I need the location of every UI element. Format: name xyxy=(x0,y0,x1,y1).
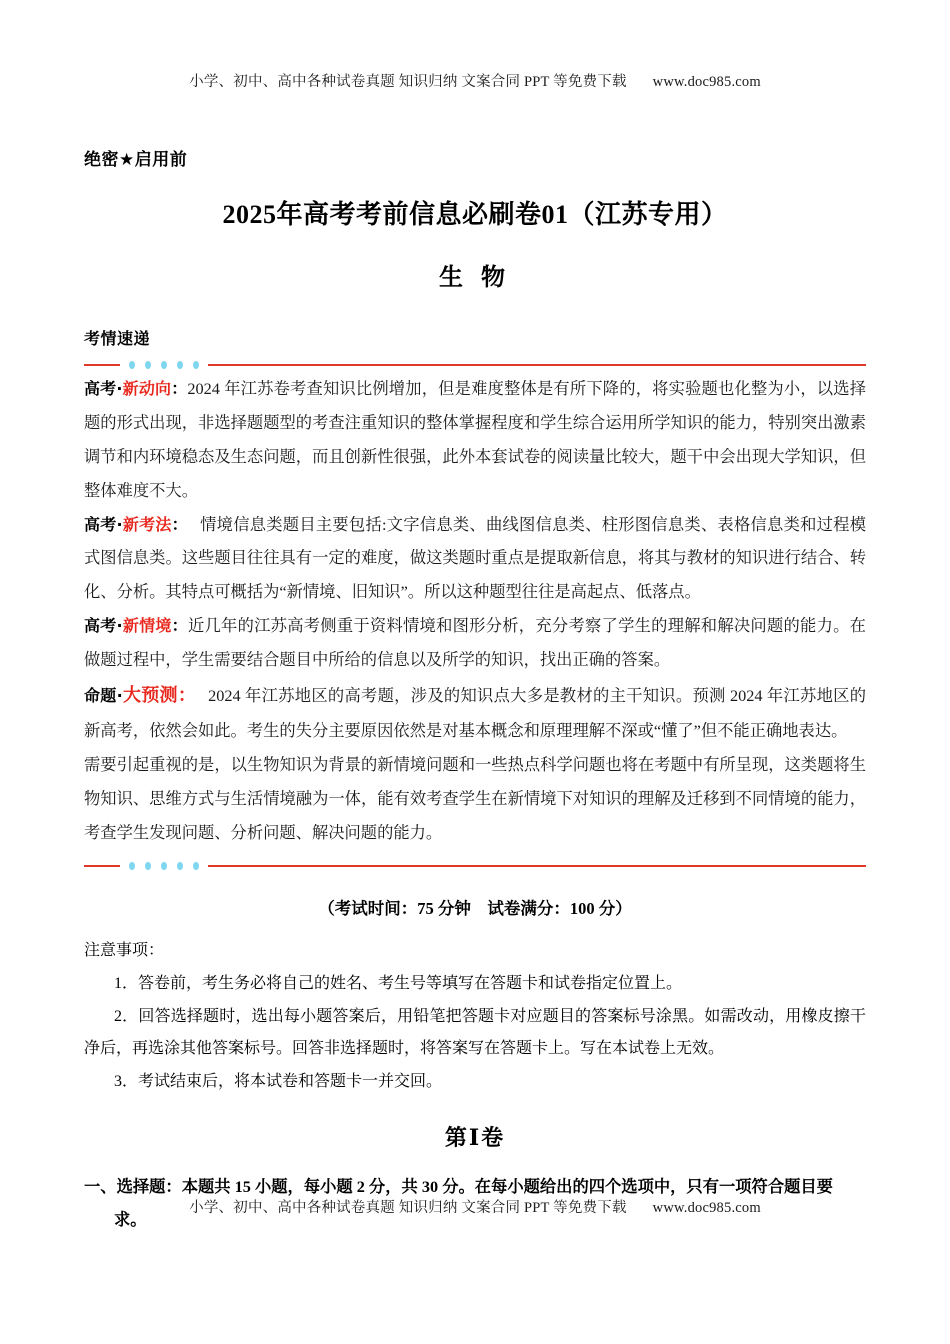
secrecy-notice: 绝密★启用前 xyxy=(84,150,188,170)
info-block-new-trend xyxy=(84,372,866,508)
section-heading: 考情速递 xyxy=(84,329,151,348)
block-label-colon: ： xyxy=(171,616,188,636)
running-header-text: 小学、初中、高中各种试卷真题 知识归纳 文案合同 PPT 等免费下载 xyxy=(189,74,627,90)
block-label-black: 高考· xyxy=(84,514,123,534)
running-footer-url: www.doc985.com xyxy=(652,1200,761,1216)
block-body: 2024 年江苏地区的高考题，涉及的知识点大多是教材的主干知识。预测 2024 年江苏地区的新高考，依然会如此。考生的失分主要原因依然是对基本概念和原理理解不深或“懂了”但不能正确地表达。 xyxy=(84,686,867,741)
question-group-line-1: 一、选择题：本题共 15 小题，每小题 2 分，共 30 分。在每小题给出的四个选项中，只有一项符合题目要 xyxy=(84,1177,833,1196)
divider-dot-icon xyxy=(161,862,167,870)
block-body: 近几年的江苏高考侧重于资料情境和图形分析，充分考察了学生的理解和解决问题的能力。在做题过程中，学生需要结合题目中所给的信息以及所学的知识，找出正确的答案。 xyxy=(84,616,866,670)
divider-dots xyxy=(129,862,199,870)
divider-dot-icon xyxy=(129,361,135,369)
running-header-url: www.doc985.com xyxy=(652,74,761,90)
divider-dot-icon xyxy=(145,361,151,369)
note-item: 2．回答选择题时，选出每小题答案后，用铅笔把答题卡对应题目的答案标号涂黑。如需改动，用橡皮擦干净后，再选涂其他答案标号。回答非选择题时，将答案写在答题卡上。写在本试卷上无效。 xyxy=(84,1007,866,1058)
divider-dots xyxy=(129,361,199,369)
divider-rule-long xyxy=(208,364,866,366)
block-label-colon: ： xyxy=(171,379,188,398)
divider-rule-short xyxy=(84,364,120,366)
running-footer xyxy=(0,1196,950,1217)
info-block-new-method xyxy=(84,508,866,610)
divider-dot-icon xyxy=(129,862,135,870)
divider-rule-long xyxy=(208,865,866,867)
question-group-line-2: 求。 xyxy=(114,1210,147,1230)
divider-dot-icon xyxy=(193,862,199,870)
exam-meta-line: （考试时间：75 分钟 试卷满分：100 分） xyxy=(318,899,632,919)
divider-dot-icon xyxy=(177,361,183,369)
subject-title: 生 物 xyxy=(439,265,511,291)
divider-dot-icon xyxy=(193,361,199,369)
info-block-big-prediction xyxy=(84,677,866,748)
divider-rule-short xyxy=(84,865,120,867)
notes-title: 注意事项： xyxy=(84,942,165,960)
section-juan-heading: 第Ⅰ卷 xyxy=(444,1125,506,1150)
block-body: 2024 年江苏卷考查知识比例增加，但是难度整体是有所下降的，将实验题也化整为小，以选择题的形式出现，非选择题题型的考查注重知识的整体掌握程度和学生综合运用所学知识的能力，特别突出激素调节和内环境稳态及生态问题，而且创新性很强，此外本套试卷的阅读量比较大，题干中会出现大学知识，但整体难度不大。 xyxy=(84,379,866,500)
block-label-red: 新考法 xyxy=(122,514,172,534)
block-label-red: 大预测： xyxy=(122,685,197,707)
decorative-divider-top xyxy=(84,358,866,372)
block-body: 情境信息类题目主要包括:文字信息类、曲线图信息类、柱形图信息类、表格信息类和过程模式图信息类。这些题目往往具有一定的难度，做这类题时重点是提取新信息，将其与教材的知识进行结合、转化、分析。其特点可概括为“新情境、旧知识”。所以这种题型往往是高起点、低落点。 xyxy=(84,514,866,602)
divider-dot-icon xyxy=(177,862,183,870)
note-item: 1．答卷前，考生务必将自己的姓名、考生号等填写在答题卡和试卷指定位置上。 xyxy=(114,974,683,992)
divider-dot-icon xyxy=(161,361,167,369)
block-label-black: 高考· xyxy=(84,379,123,398)
running-header xyxy=(84,0,866,91)
block-label-black: 命题· xyxy=(84,686,123,706)
block-label-red: 新动向 xyxy=(122,379,172,398)
divider-dot-icon xyxy=(145,862,151,870)
page-title: 2025年高考考前信息必刷卷01（江苏专用） xyxy=(222,200,728,229)
block-label-red: 新情境 xyxy=(122,616,172,636)
block-label-colon: ： xyxy=(171,514,188,534)
closing-paragraph: 需要引起重视的是，以生物知识为背景的新情境问题和一些热点科学问题也将在考题中有所呈现，这类题将生物知识、思维方式与生活情境融为一体，能有效考查学生在新情境下对知识的理解及迁移到不同情境的能力，考查学生发现问题、分析问题、解决问题的能力。 xyxy=(84,755,866,843)
note-item: 3．考试结束后，将本试卷和答题卡一并交回。 xyxy=(114,1073,443,1091)
decorative-divider-bottom xyxy=(84,859,866,873)
running-footer-text: 小学、初中、高中各种试卷真题 知识归纳 文案合同 PPT 等免费下载 xyxy=(189,1200,627,1216)
info-block-new-context xyxy=(84,609,866,677)
block-label-black: 高考· xyxy=(84,616,123,636)
